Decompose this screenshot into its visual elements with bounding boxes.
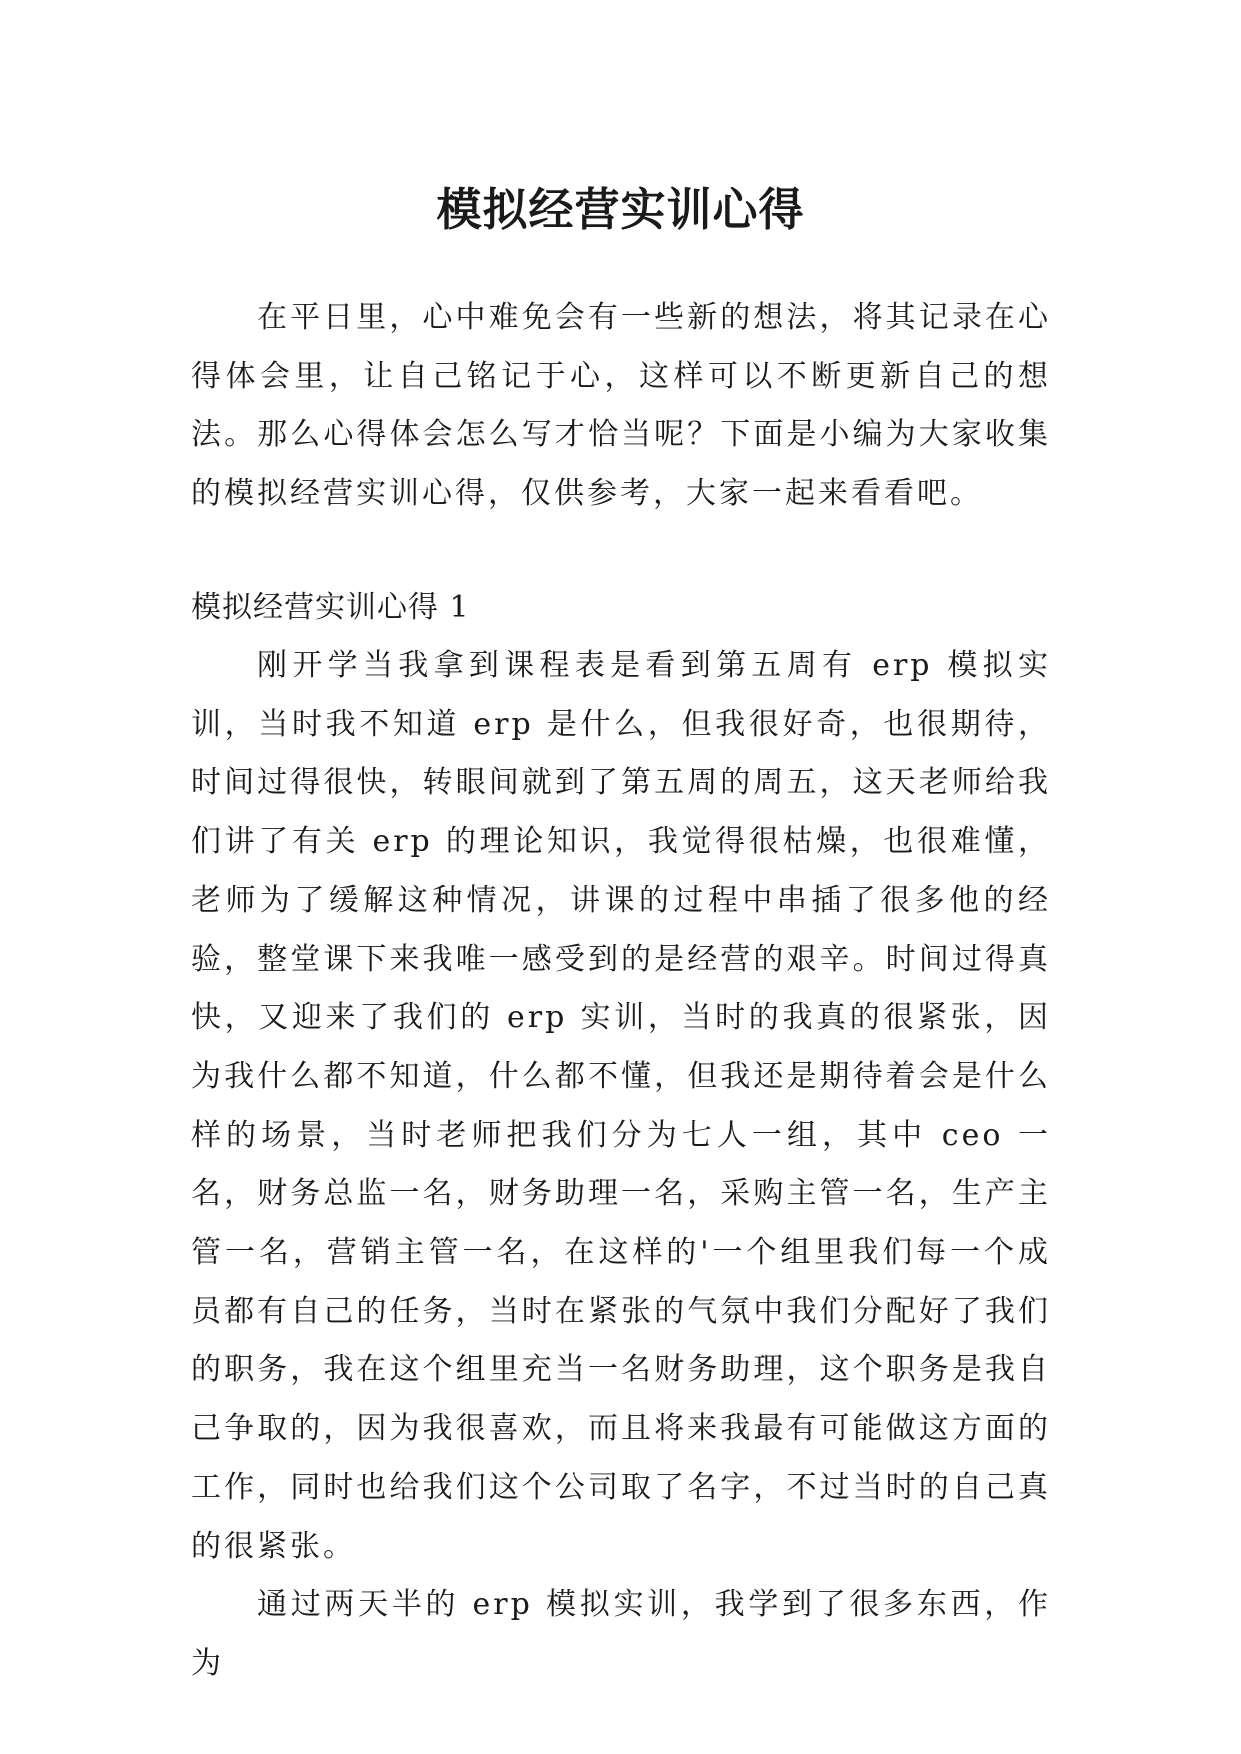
intro-paragraph: 在平日里，心中难免会有一些新的想法，将其记录在心得体会里，让自己铭记于心，这样可以不断更新自己的想法。那么心得体会怎么写才恰当呢？下面是小编为大家收集的模拟经营实训心得，仅供参考，大家一起来看看吧。 xyxy=(191,300,1051,512)
body-paragraph: 刚开学当我拿到课程表是看到第五周有 erp 模拟实训，当时我不知道 erp 是什么，但我很好奇，也很期待，时间过得很快，转眼间就到了第五周的周五，这天老师给我们讲了有关 erp 的理论知识，我觉得很枯燥，也很难懂，老师为了缓解这种情况，讲课的过程中串插了很多他的经验，整堂课下来我唯一感受到的是经营的艰辛。时间过得真快，又迎来了我们的 erp 实训，当时的我真的很紧张，因为我什么都不知道，什么都不懂，但我还是期待着会是什么样的场景，当时老师把我们分为七人一组，其中 ceo 一名，财务总监一名，财务助理一名，采购主管一名，生产主管一名，营销主管一名，在这样的'一个组里我们每一个成员都有自己的任务，当时在紧张的气氛中我们分配好了我们的职务，我在这个组里充当一名财务助理，这个职务是我自己争取的，因为我很喜欢，而且将来我最有可能做这方面的工作，同时也给我们这个公司取了名字，不过当时的自己真的很紧张。 xyxy=(191,648,1051,1564)
section-heading: 模拟经营实训心得 1 xyxy=(191,590,470,625)
intro-block xyxy=(191,289,1051,524)
body-paragraph: 通过两天半的 erp 模拟实训，我学到了很多东西，作为 xyxy=(191,1587,1051,1681)
document-title: 模拟经营实训心得 xyxy=(436,183,805,237)
section-body xyxy=(191,637,1051,1694)
